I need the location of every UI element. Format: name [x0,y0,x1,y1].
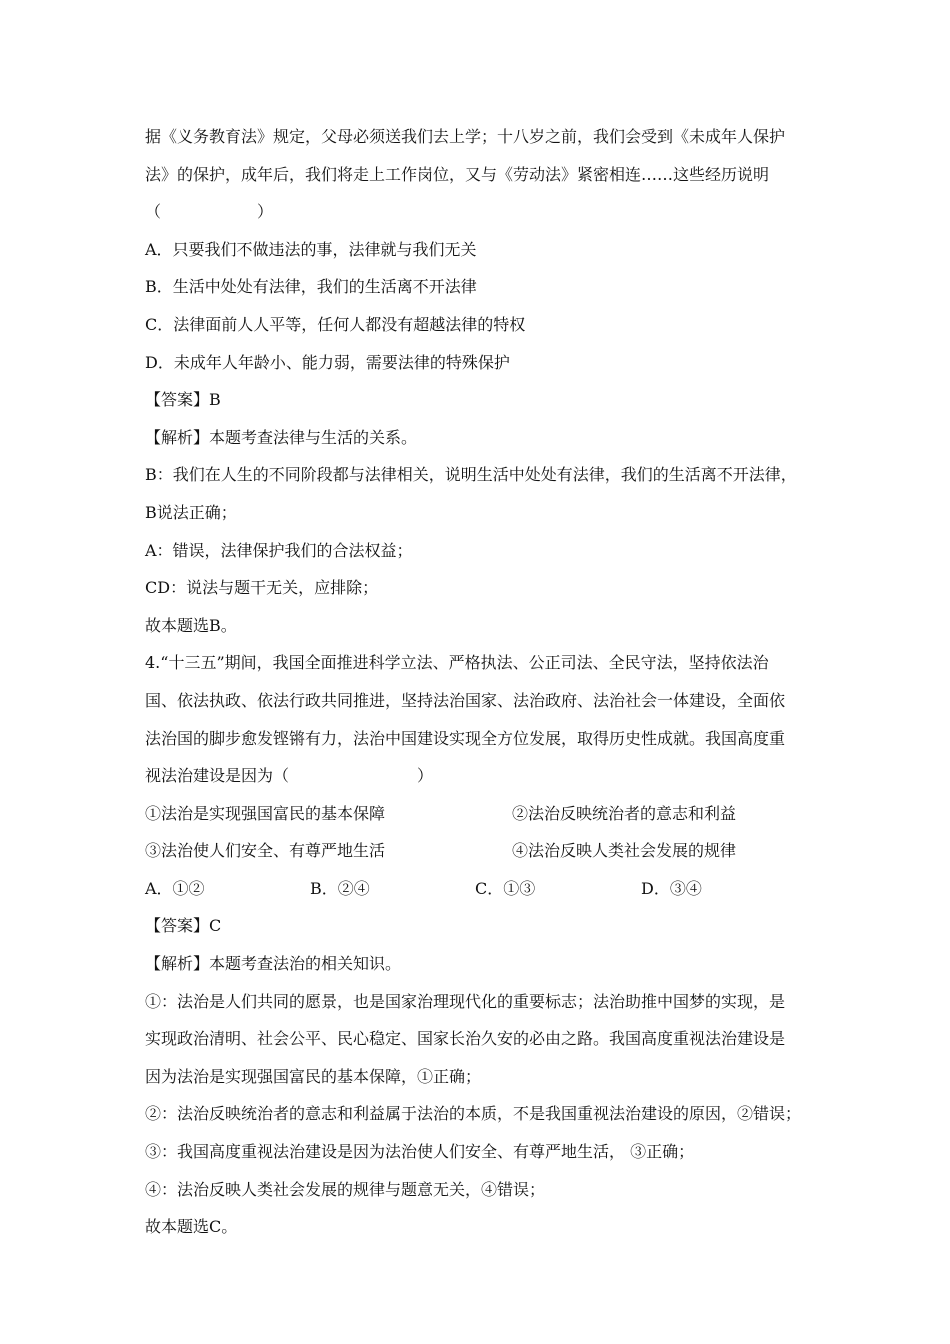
q4-stem-line: 法治国的脚步愈发铿锵有力，法治中国建设实现全方位发展，取得历史性成就。我国高度重 [145,728,786,748]
q4-analysis-line: ④：法治反映人类社会发展的规律与题意无关，④错误； [145,1179,546,1199]
q4-item-4: ④法治反映人类社会发展的规律 [512,841,737,861]
q3-analysis-line: A：错误，法律保护我们的合法权益； [145,540,413,560]
q4-choice-a: A．①② [145,878,205,898]
q3-option-b: B．生活中处处有法律，我们的生活离不开法律 [145,277,477,297]
q4-item-2: ②法治反映统治者的意志和利益 [512,803,737,823]
q4-analysis-line: 【解析】本题考查法治的相关知识。 [145,954,402,974]
q4-analysis-line: 因为法治是实现强国富民的基本保障，①正确； [145,1066,482,1086]
q3-analysis-line: 【解析】本题考查法律与生活的关系。 [145,427,418,447]
q4-items-row-2 [145,832,825,870]
q4-analysis-line: ①：法治是人们共同的愿景，也是国家治理现代化的重要标志；法治助推中国梦的实现，是 [145,991,786,1011]
q3-option-a: A．只要我们不做违法的事，法律就与我们无关 [145,239,477,259]
q4-stem-line: 视法治建设是因为（ ） [145,766,434,786]
q4-analysis-line: ③：我国高度重视法治建设是因为法治使人们安全、有尊严地生活， ③正确； [145,1142,695,1162]
q3-analysis-line: B：我们在人生的不同阶段都与法律相关，说明生活中处处有法律，我们的生活离不开法律， [145,465,797,485]
q4-analysis-line: 故本题选C。 [145,1217,238,1237]
q3-option-c: C．法律面前人人平等，任何人都没有超越法律的特权 [145,314,526,334]
q4-stem-line: 国、依法执政、依法行政共同推进，坚持法治国家、法治政府、法治社会一体建设，全面依 [145,690,786,710]
q4-items-row-1 [145,795,825,833]
q4-choice-c: C．①③ [475,878,536,898]
q4-answer: 【答案】C [145,916,222,936]
document-page [145,118,825,1246]
q3-stem-line-3: （ ） [145,202,274,222]
q4-analysis-line: 实现政治清明、社会公平、民心稳定、国家长治久安的必由之路。我国高度重视法治建设是 [145,1029,786,1049]
q3-analysis-line: 故本题选B。 [145,615,237,635]
q4-choices-row [145,870,825,908]
q4-analysis-line: ②：法治反映统治者的意志和利益属于法治的本质，不是我国重视法治建设的原因，②错误； [145,1104,802,1124]
q4-item-1: ①法治是实现强国富民的基本保障 [145,803,386,823]
q3-stem-line-1: 据《义务教育法》规定，父母必须送我们去上学；十八岁之前，我们会受到《未成年人保护 [145,127,786,146]
q4-stem-line: 4.“十三五”期间，我国全面推进科学立法、严格执法、公正司法、全民守法，坚持依法治 [145,653,769,673]
q3-stem-line-2: 法》的保护，成年后，我们将走上工作岗位，又与《劳动法》紧密相连……这些经历说明 [145,164,770,184]
q4-choice-d: D．③④ [641,878,702,898]
q3-analysis-line: B说法正确； [145,502,237,522]
q3-option-d: D．未成年人年龄小、能力弱，需要法律的特殊保护 [145,352,510,372]
q4-item-3: ③法治使人们安全、有尊严地生活 [145,841,386,861]
q4-choice-b: B．②④ [310,878,370,898]
q3-answer: 【答案】B [145,390,221,410]
q3-analysis-line: CD：说法与题干无关，应排除； [145,578,379,598]
